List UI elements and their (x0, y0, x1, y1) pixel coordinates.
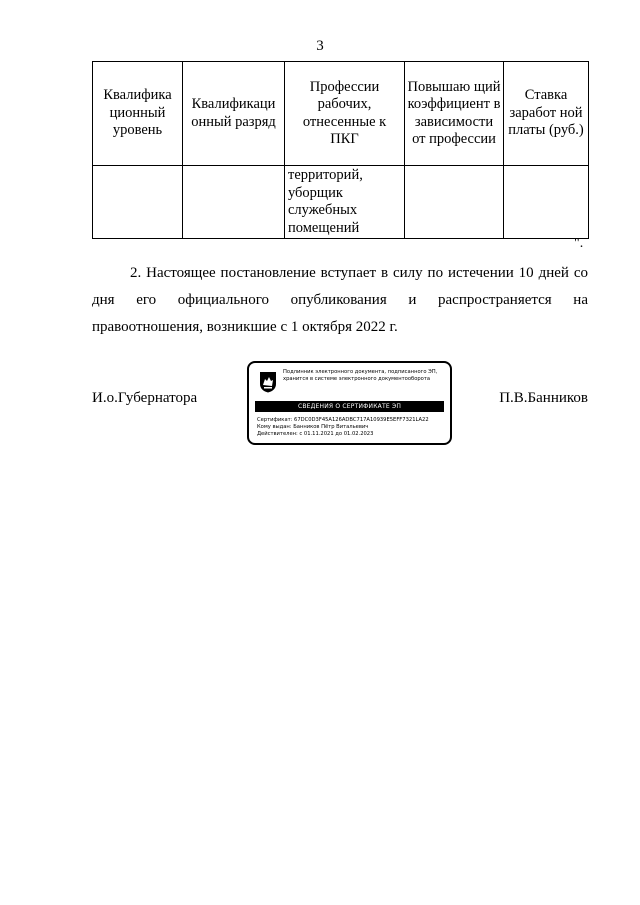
table-header-row (93, 62, 589, 166)
stamp-title-bar: СВЕДЕНИЯ О СЕРТИФИКАТЕ ЭП (255, 401, 444, 412)
table-cell (504, 166, 589, 239)
header-worker-professions: Профессии рабочих, отнесенные к ПКГ (285, 62, 405, 166)
header-qualification-level: Квалифика ционный уровень (93, 62, 183, 166)
stamp-certificate: Сертификат: 67DC0D3F45A126ADBC717A10939E5EFF7321LA22 (257, 417, 429, 423)
stamp-header-text: Подлинник электронного документа, подписанного ЭП, хранится в системе электронного документооборота (283, 369, 438, 382)
closing-quote: ". (574, 236, 584, 251)
stamp-validity: Действителен: с 01.11.2021 до 01.02.2023 (257, 431, 374, 437)
stamp-issued-to: Кому выдан: Банников Пётр Витальевич (257, 424, 369, 430)
table-row (93, 166, 589, 239)
page-number: 3 (316, 38, 324, 54)
body-paragraph: 2. Настоящее постановление вступает в силу по истечении 10 дней со дня его официального опубликования и распространяется на правоотношения, возникшие с 1 октября 2022 г. (92, 265, 588, 335)
header-increasing-coefficient: Повышаю щий коэффициент в зависимости от профессии (405, 62, 504, 166)
coat-of-arms-icon (259, 371, 277, 393)
table-cell (183, 166, 285, 239)
signatory-name: П.В.Банников (499, 390, 588, 406)
table-cell (405, 166, 504, 239)
electronic-signature-stamp (247, 361, 452, 445)
header-salary-rate: Ставка заработ ной платы (руб.) (504, 62, 589, 166)
table-cell (93, 166, 183, 239)
signatory-title: И.о.Губернатора (92, 390, 198, 406)
table-cell-professions: территорий, уборщик служебных помещений (285, 166, 405, 239)
header-qualification-grade: Квалификаци онный разряд (183, 62, 285, 166)
pkg-table (92, 61, 589, 239)
stamp-details (257, 417, 449, 438)
